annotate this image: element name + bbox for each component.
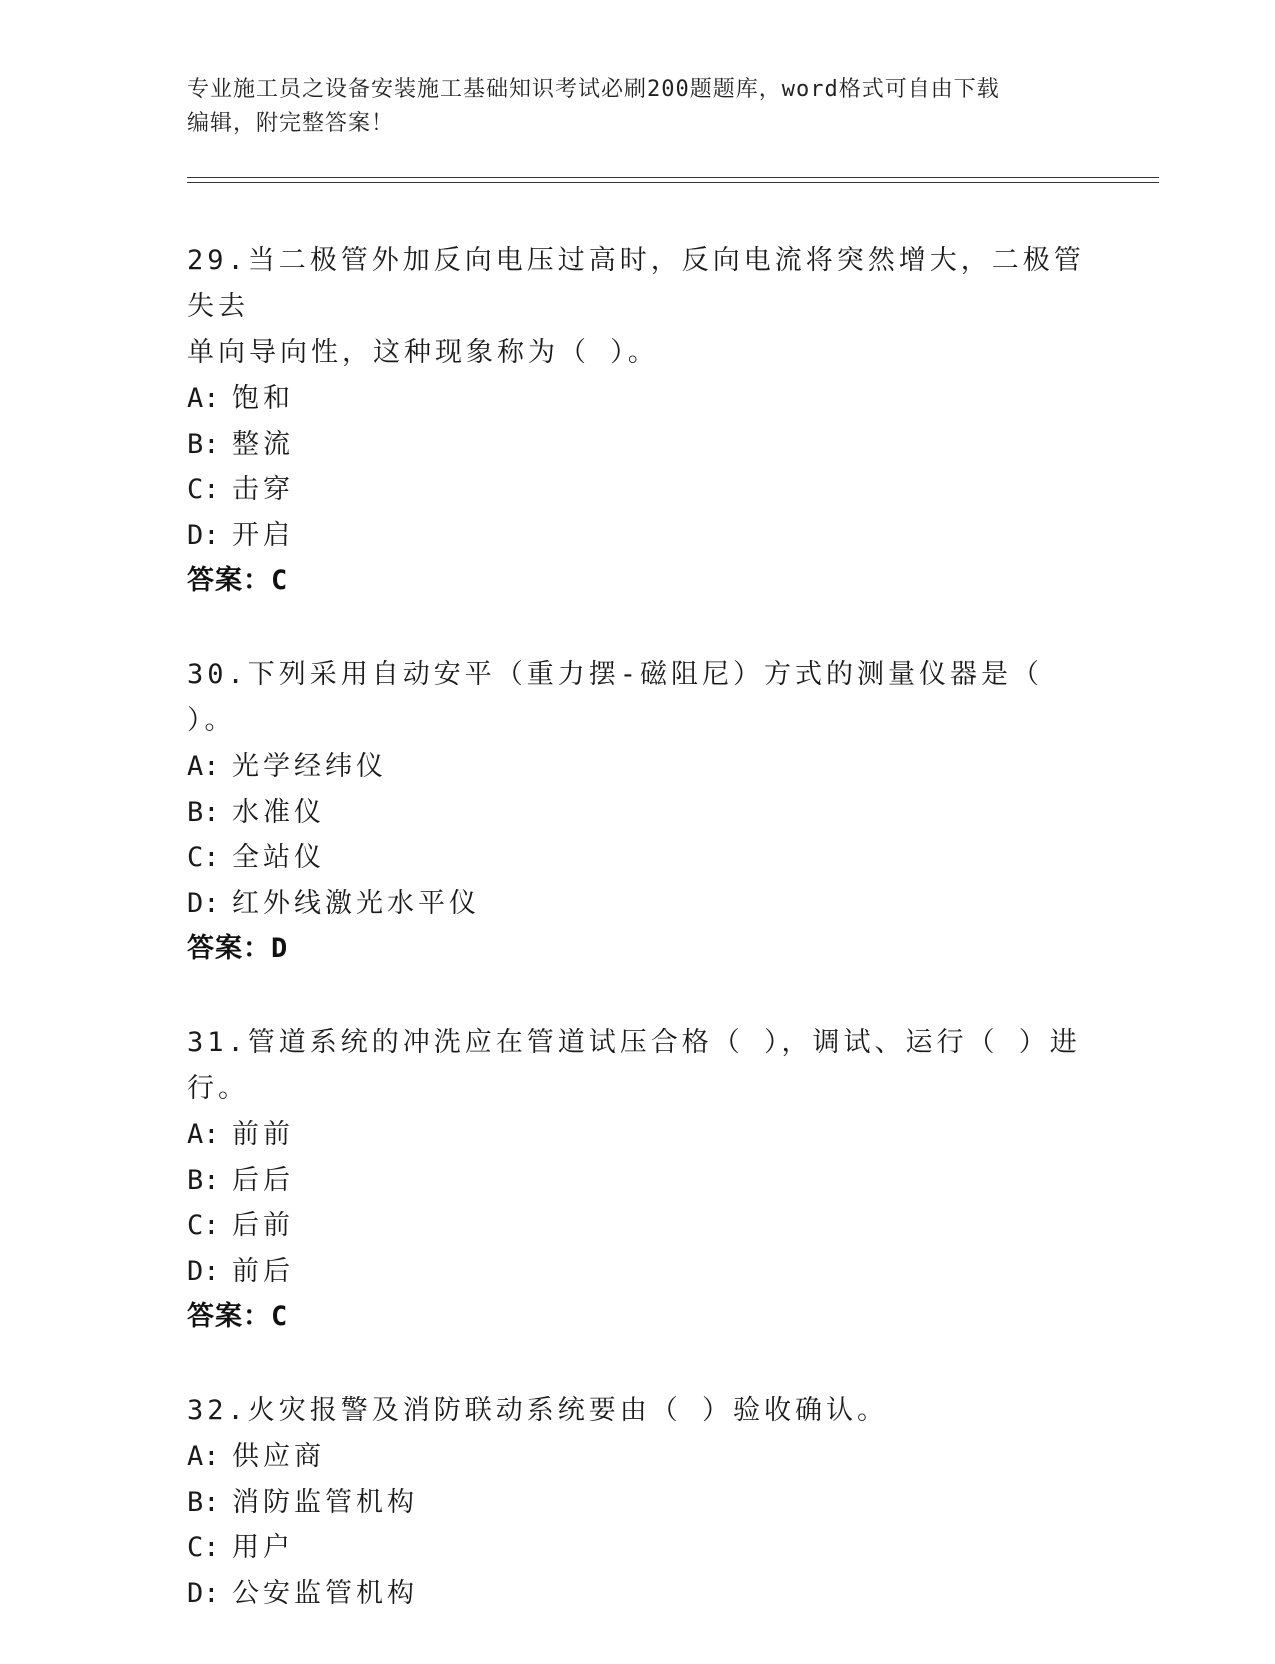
option-a	[187, 1112, 1087, 1158]
option-text: 供应商	[232, 1441, 325, 1472]
question-stem	[187, 1020, 1087, 1112]
header-divider-top	[187, 177, 1159, 178]
option-text: 水准仪	[232, 796, 325, 828]
option-letter: D:	[187, 519, 220, 551]
option-d	[187, 513, 1087, 559]
question-31	[187, 1020, 1087, 1340]
option-letter: B:	[187, 1164, 220, 1196]
option-text: 公安监管机构	[232, 1577, 418, 1609]
option-letter: B:	[187, 796, 220, 828]
option-letter: B:	[187, 428, 220, 460]
option-letter: D:	[187, 887, 220, 919]
question-list	[187, 238, 1087, 1664]
option-letter: C:	[187, 474, 220, 505]
option-text: 前后	[232, 1255, 294, 1287]
option-text: 消防监管机构	[232, 1486, 418, 1518]
option-letter: D:	[187, 1255, 220, 1287]
option-c	[187, 835, 1087, 881]
answer-line: 答案：C	[187, 1301, 289, 1332]
option-letter: D:	[187, 1577, 220, 1609]
option-letter: A:	[187, 751, 220, 782]
option-a	[187, 376, 1087, 422]
question-32	[187, 1388, 1087, 1616]
header-divider-bottom	[187, 182, 1159, 183]
answer-line: 答案：D	[187, 933, 289, 964]
option-d	[187, 1249, 1087, 1295]
option-letter: A:	[187, 1441, 220, 1472]
option-text: 全站仪	[232, 842, 325, 873]
option-b	[187, 1158, 1087, 1204]
option-a	[187, 1434, 1087, 1480]
option-text: 后后	[232, 1164, 294, 1196]
option-letter: A:	[187, 383, 220, 414]
option-c	[187, 1203, 1087, 1249]
option-d	[187, 881, 1087, 927]
option-text: 开启	[232, 519, 294, 551]
option-a	[187, 744, 1087, 790]
option-c	[187, 1525, 1087, 1571]
question-stem	[187, 652, 1087, 744]
question-29	[187, 238, 1087, 604]
question-stem-line: 单向导向性，这种现象称为（ ）。	[187, 337, 659, 368]
question-stem-line: 29.当二极管外加反向电压过高时，反向电流将突然增大，二极管失去	[187, 245, 1085, 322]
document-header	[187, 73, 1067, 141]
option-text: 光学经纬仪	[232, 751, 387, 782]
option-d	[187, 1571, 1087, 1617]
option-c	[187, 467, 1087, 513]
option-text: 红外线激光水平仪	[232, 887, 480, 919]
option-text: 用户	[232, 1532, 294, 1563]
option-letter: C:	[187, 1532, 220, 1563]
option-b	[187, 790, 1087, 836]
question-30	[187, 652, 1087, 972]
option-letter: C:	[187, 1210, 220, 1241]
question-stem	[187, 238, 1087, 376]
option-b	[187, 1480, 1087, 1526]
option-text: 前前	[232, 1119, 294, 1150]
option-letter: C:	[187, 842, 220, 873]
option-text: 饱和	[232, 383, 294, 414]
header-line-2: 编辑，附完整答案！	[187, 111, 395, 136]
option-text: 整流	[232, 428, 294, 460]
option-b	[187, 422, 1087, 468]
option-letter: B:	[187, 1486, 220, 1518]
header-line-1: 专业施工员之设备安装施工基础知识考试必刷200题题库，word格式可自由下载	[187, 77, 1000, 102]
answer-line: 答案：C	[187, 565, 289, 596]
question-stem	[187, 1388, 1087, 1434]
option-text: 击穿	[232, 474, 294, 505]
option-letter: A:	[187, 1119, 220, 1150]
question-stem-line: 31.管道系统的冲洗应在管道试压合格（ ），调试、运行（ ）进行。	[187, 1027, 1081, 1104]
question-stem-line: 32.火灾报警及消防联动系统要由（ ）验收确认。	[187, 1395, 889, 1426]
question-stem-line: 30.下列采用自动安平（重力摆-磁阻尼）方式的测量仪器是（ ）。	[187, 659, 1044, 736]
option-text: 后前	[232, 1210, 294, 1241]
